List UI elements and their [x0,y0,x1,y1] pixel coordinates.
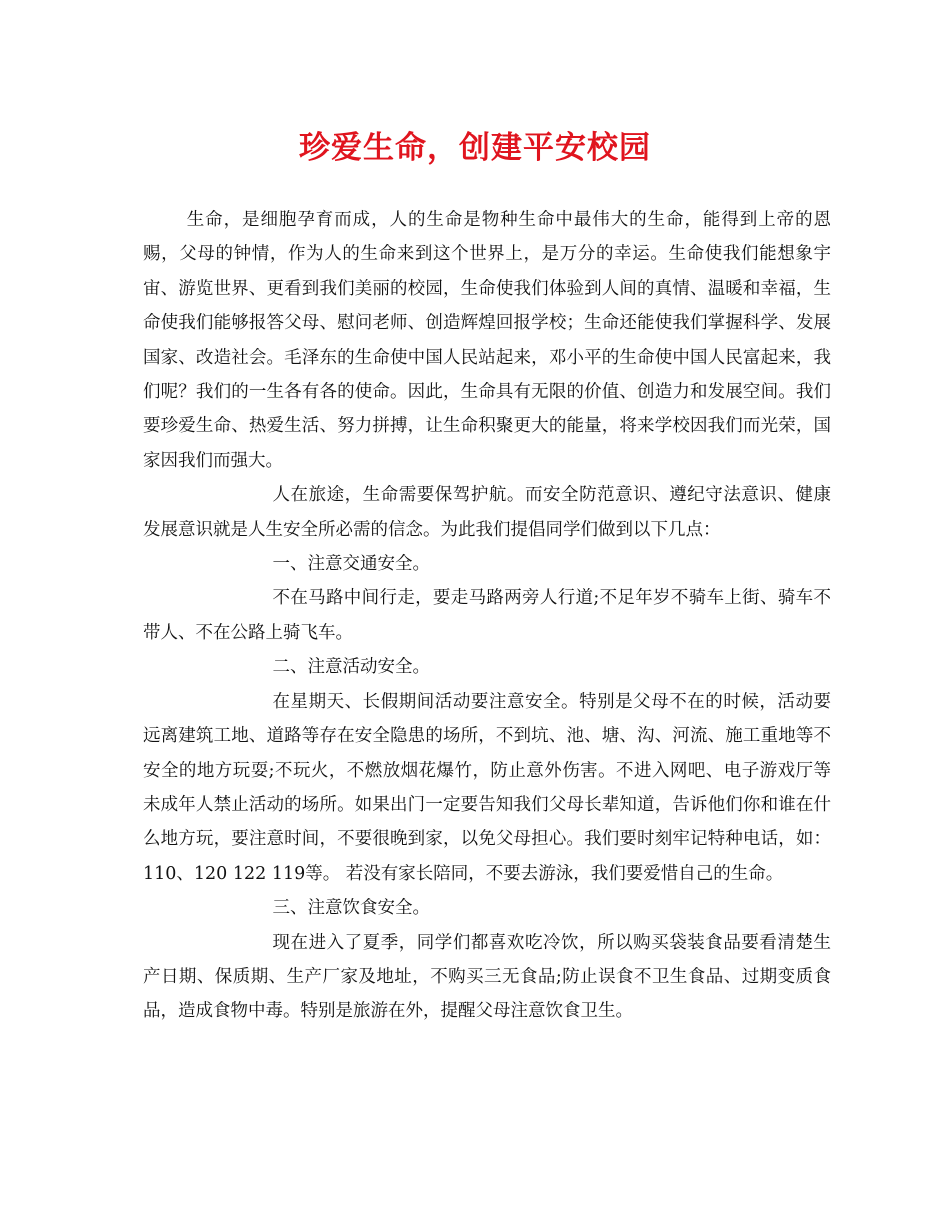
paragraph-intro: 生命，是细胞孕育而成，人的生命是物种生命中最伟大的生命，能得到上帝的恩赐，父母的钟情，作为人的生命来到这个世界上，是万分的幸运。生命使我们能想象宇宙、游览世界、更看到我们美丽的校园，生命使我们体验到人间的真情、温暖和幸福，生命使我们能够报答父母、慰问老师、创造辉煌回报学校；生命还能使我们掌握科学、发展国家、改造社会。毛泽东的生命使中国人民站起来，邓小平的生命使中国人民富起来，我们呢？我们的一生各有各的使命。因此，生命具有无限的价值、创造力和发展空间。我们要珍爱生命、热爱生活、努力拼搏，让生命积聚更大的能量，将来学校因我们而光荣，国家因我们而强大。 [143,210,831,471]
paragraph-food-safety: 现在进入了夏季，同学们都喜欢吃冷饮，所以购买袋装食品要看清楚生产日期、保质期、生产厂家及地址，不购买三无食品;防止误食不卫生食品、过期变质食品，造成食物中毒。特别是旅游在外，提醒父母注意饮食卫生。 [143,932,831,1022]
heading-activity-safety: 二、注意活动安全。 [272,657,430,678]
paragraph-safety-awareness: 人在旅途，生命需要保驾护航。而安全防范意识、遵纪守法意识、健康发展意识就是人生安全所必需的信念。为此我们提倡同学们做到以下几点： [143,485,831,540]
document-title: 珍爱生命，创建平安校园 [299,130,651,166]
heading-traffic-safety: 一、注意交通安全。 [272,554,430,575]
paragraph-activity-safety: 在星期天、长假期间活动要注意安全。特别是父母不在的时候，活动要远离建筑工地、道路等存在安全隐患的场所，不到坑、池、塘、沟、河流、施工重地等不安全的地方玩耍;不玩火，不燃放烟花爆竹，防止意外伤害。不进入网吧、电子游戏厅等未成年人禁止活动的场所。如果出门一定要告知我们父母长辈知道，告诉他们你和谁在什么地方玩，要注意时间，不要很晚到家，以免父母担心。我们要时刻牢记特种电话，如：110、120 122 119等。 若没有家长陪同，不要去游泳，我们要爱惜自己的生命。 [143,691,831,884]
document-body [143,203,831,1029]
paragraph-traffic-safety: 不在马路中间行走，要走马路两旁人行道;不足年岁不骑车上街、骑车不带人、不在公路上骑飞车。 [143,588,831,643]
heading-food-safety: 三、注意饮食安全。 [272,898,430,919]
